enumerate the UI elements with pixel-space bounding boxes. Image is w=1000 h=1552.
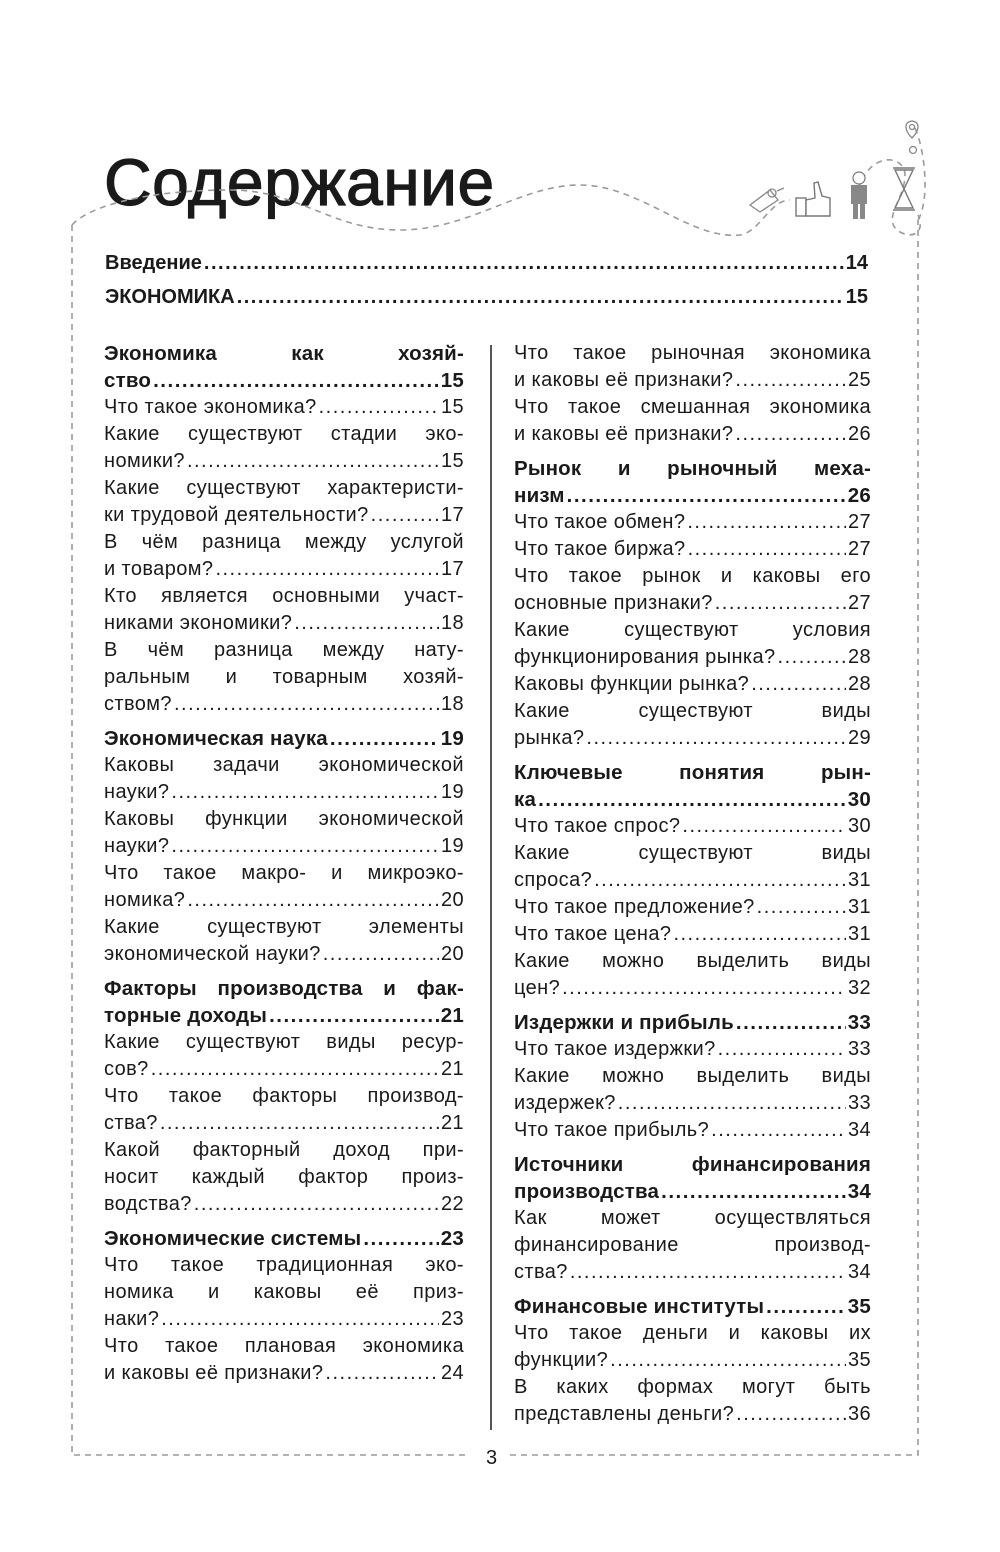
entry-title: Что такое цена? [514, 923, 672, 945]
entry-line: Какой факторный доход при- [104, 1139, 464, 1161]
entry-line [514, 975, 871, 1002]
entry-line: Ключевые понятия рын- [514, 761, 871, 784]
entry-title: торные доходы [104, 1004, 268, 1027]
entry-page: 20 [440, 943, 464, 965]
entry-title: цен? [514, 977, 561, 999]
toc-entry[interactable] [104, 421, 464, 475]
entry-title: сов? [104, 1058, 149, 1080]
entry-line [514, 867, 871, 894]
entry-line: Что такое факторы производ- [104, 1085, 464, 1107]
toc-section-heading[interactable] [514, 1151, 871, 1205]
entry-page: 21 [440, 1058, 464, 1080]
dot-leader [735, 367, 846, 394]
toc-entry[interactable] [514, 1036, 871, 1063]
entry-line [514, 367, 871, 394]
entry-page: 27 [847, 592, 871, 614]
entry-line [514, 590, 871, 617]
entry-title: функции? [514, 1349, 609, 1371]
entry-page: 34 [847, 1261, 871, 1283]
dot-leader [330, 725, 439, 752]
toc-entry[interactable] [514, 1374, 871, 1428]
toc-entry[interactable] [104, 1137, 464, 1218]
dot-leader [294, 610, 439, 637]
toc-entry[interactable] [514, 394, 871, 448]
entry-line [104, 502, 464, 529]
dot-leader [688, 536, 846, 563]
entry-page: 31 [847, 896, 871, 918]
entry-line [104, 394, 464, 421]
entry-title: Введение [105, 252, 202, 274]
entry-line [104, 1002, 464, 1029]
entry-title: ством? [104, 693, 172, 715]
dot-leader [757, 894, 846, 921]
entry-page: 34 [847, 1180, 871, 1203]
entry-title: производства [514, 1180, 660, 1203]
entry-line: Какие можно выделить виды [514, 950, 871, 972]
dot-leader [371, 502, 439, 529]
entry-page: 24 [440, 1362, 464, 1384]
toc-entry[interactable] [104, 583, 464, 637]
entry-line: Какие существуют виды [514, 842, 871, 864]
entry-line [514, 509, 871, 536]
toc-entry-economics[interactable] [105, 286, 868, 313]
dot-leader [187, 887, 439, 914]
entry-line: Какие существуют условия [514, 619, 871, 641]
dot-leader [194, 1191, 439, 1218]
entry-page: 23 [440, 1308, 464, 1330]
dot-leader [325, 1360, 439, 1387]
dot-leader [153, 367, 439, 394]
dot-leader [736, 1401, 846, 1428]
entry-line [104, 691, 464, 718]
entry-page: 15 [440, 450, 464, 472]
entry-title: Экономические системы [104, 1227, 362, 1250]
toc-entry[interactable] [514, 1320, 871, 1374]
entry-page: 15 [845, 286, 868, 308]
entry-title: Экономическая наука [104, 727, 328, 750]
dot-leader [171, 779, 439, 806]
toc-entry[interactable] [514, 894, 871, 921]
entry-line [104, 1225, 464, 1252]
entry-page: 33 [847, 1038, 871, 1060]
entry-page: 35 [847, 1295, 871, 1318]
entry-title: и каковы её признаки? [514, 369, 734, 391]
entry-line: Какие существуют элементы [104, 916, 464, 938]
entry-page: 17 [440, 504, 464, 526]
toc-entry[interactable] [514, 536, 871, 563]
entry-line [514, 421, 871, 448]
toc-entry[interactable] [104, 1029, 464, 1083]
dot-leader [538, 786, 846, 813]
entry-page: 34 [847, 1119, 871, 1141]
entry-line [514, 1347, 871, 1374]
dot-leader [673, 921, 846, 948]
entry-page: 20 [440, 889, 464, 911]
entry-page: 28 [847, 673, 871, 695]
dot-leader [715, 590, 846, 617]
entry-page: 21 [440, 1004, 464, 1027]
entry-title: и каковы её признаки? [514, 423, 734, 445]
entry-page: 22 [440, 1193, 464, 1215]
toc-entry[interactable] [514, 948, 871, 1002]
entry-title: Что такое экономика? [104, 396, 317, 418]
entry-line [104, 941, 464, 968]
dot-leader [735, 421, 846, 448]
entry-line [104, 610, 464, 637]
dot-leader [160, 1110, 439, 1137]
toc-entry[interactable] [104, 1083, 464, 1137]
entry-page: 18 [440, 612, 464, 634]
entry-line: Что такое рынок и каковы его [514, 565, 871, 587]
toc-entry[interactable] [514, 698, 871, 752]
toc-entry[interactable] [514, 921, 871, 948]
entry-line [104, 833, 464, 860]
entry-line: ральным и товарным хозяй- [104, 666, 464, 688]
entry-line: Какие можно выделить виды [514, 1065, 871, 1087]
entry-page: 15 [440, 396, 464, 418]
entry-page: 32 [847, 977, 871, 999]
toc-right-column [514, 340, 871, 1428]
hourglass-icon [893, 168, 915, 210]
dot-leader [682, 813, 846, 840]
entry-title: Что такое биржа? [514, 538, 686, 560]
dot-leader [736, 1009, 846, 1036]
dot-leader [174, 691, 439, 718]
entry-title: ка [514, 788, 537, 811]
entry-page: 25 [847, 369, 871, 391]
entry-line [514, 1178, 871, 1205]
toc-entry[interactable] [104, 914, 464, 968]
entry-line: Как может осуществляться [514, 1207, 871, 1229]
entry-title: низм [514, 484, 565, 507]
entry-line: Что такое смешанная экономика [514, 396, 871, 418]
dot-leader [711, 1117, 846, 1144]
entry-line [514, 536, 871, 563]
toc-section-heading[interactable] [514, 1009, 871, 1036]
entry-line [104, 725, 464, 752]
toc-entry[interactable] [104, 1333, 464, 1387]
entry-page: 26 [847, 484, 871, 507]
entry-line: номика и каковы её приз- [104, 1281, 464, 1303]
dot-leader [151, 1056, 439, 1083]
thumbs-up-icon [796, 182, 830, 216]
entry-title: и каковы её признаки? [104, 1362, 324, 1384]
toc-entry[interactable] [104, 806, 464, 860]
entry-line: Факторы производства и фак- [104, 977, 464, 1000]
dot-leader [237, 286, 844, 309]
entry-line [104, 1191, 464, 1218]
entry-title: ки трудовой деятельности? [104, 504, 369, 526]
entry-page: 19 [440, 727, 464, 750]
toc-entry[interactable] [514, 813, 871, 840]
entry-page: 27 [847, 511, 871, 533]
entry-title: никами экономики? [104, 612, 293, 634]
entry-line [514, 1293, 871, 1320]
entry-line: В чём разница между нату- [104, 639, 464, 661]
toc-entry[interactable] [514, 509, 871, 536]
dot-leader [567, 482, 846, 509]
entry-line [104, 1110, 464, 1137]
toc-entry[interactable] [104, 1252, 464, 1333]
entry-line [514, 482, 871, 509]
key-icon [750, 188, 784, 212]
dot-leader [323, 941, 439, 968]
dot-leader [718, 1036, 846, 1063]
entry-title: Что такое спрос? [514, 815, 681, 837]
entry-title: рынка? [514, 727, 585, 749]
entry-line [514, 644, 871, 671]
entry-line: Рынок и рыночный меха- [514, 457, 871, 480]
entry-title: спроса? [514, 869, 593, 891]
entry-page: 18 [440, 693, 464, 715]
entry-page: 17 [440, 558, 464, 580]
entry-line [514, 1036, 871, 1063]
entry-line: Какие существуют стадии эко- [104, 423, 464, 445]
entry-title: Что такое прибыль? [514, 1119, 710, 1141]
entry-line [104, 1360, 464, 1387]
entry-page: 30 [847, 815, 871, 837]
entry-line [104, 1056, 464, 1083]
entry-line: Каковы задачи экономической [104, 754, 464, 776]
dot-leader [778, 644, 846, 671]
toc-entry[interactable] [514, 1063, 871, 1117]
toc-section-heading[interactable] [104, 725, 464, 752]
toc-entry[interactable] [514, 1205, 871, 1286]
entry-line: Экономика как хозяй- [104, 342, 464, 365]
entry-line: Каковы функции экономической [104, 808, 464, 830]
entry-title: функционирования рынка? [514, 646, 776, 668]
entry-title: водства? [104, 1193, 192, 1215]
toc-entry[interactable] [104, 529, 464, 583]
entry-line [104, 887, 464, 914]
entry-title: номика? [104, 889, 186, 911]
entry-page: 31 [847, 869, 871, 891]
entry-line [514, 813, 871, 840]
entry-line: Что такое традиционная эко- [104, 1254, 464, 1276]
businessman-icon [851, 172, 867, 219]
entry-line [514, 1009, 871, 1036]
entry-title: наки? [104, 1308, 160, 1330]
entry-page: 33 [847, 1092, 871, 1114]
entry-title: экономической науки? [104, 943, 321, 965]
entry-page: 33 [847, 1011, 871, 1034]
dot-leader [269, 1002, 439, 1029]
dot-leader [363, 1225, 438, 1252]
toc-section-heading[interactable] [514, 455, 871, 509]
page-title: Содержание [104, 145, 495, 220]
toc-entry[interactable] [104, 637, 464, 718]
toc-entry[interactable] [104, 475, 464, 529]
dot-leader [687, 509, 846, 536]
entry-page: 23 [440, 1227, 464, 1250]
entry-line: В каких формах могут быть [514, 1376, 871, 1398]
entry-line [514, 725, 871, 752]
entry-line: Какие существуют виды [514, 700, 871, 722]
entry-page: 30 [847, 788, 871, 811]
entry-line [514, 671, 871, 698]
toc-left-column [104, 340, 464, 1387]
entry-line [514, 894, 871, 921]
entry-title: представлены деньги? [514, 1403, 735, 1425]
entry-title: основные признаки? [514, 592, 713, 614]
entry-line: носит каждый фактор произ- [104, 1166, 464, 1188]
entry-title: Издержки и прибыль [514, 1011, 734, 1034]
entry-page: 21 [440, 1112, 464, 1134]
entry-title: ства? [104, 1112, 158, 1134]
dot-leader [161, 1306, 439, 1333]
column-divider [490, 345, 492, 1430]
entry-title: ЭКОНОМИКА [105, 286, 235, 308]
toc-entry[interactable] [514, 1117, 871, 1144]
toc-entry[interactable] [104, 860, 464, 914]
toc-entry[interactable] [514, 340, 871, 394]
entry-page: 19 [440, 835, 464, 857]
entry-title: Что такое предложение? [514, 896, 755, 918]
toc-entry[interactable] [514, 563, 871, 617]
dot-leader [751, 671, 846, 698]
entry-line [514, 1401, 871, 1428]
entry-title: науки? [104, 835, 170, 857]
dot-leader [215, 556, 439, 583]
dot-leader [319, 394, 439, 421]
entry-title: издержек? [514, 1092, 616, 1114]
entry-line: Что такое макро- и микроэко- [104, 862, 464, 884]
entry-page: 31 [847, 923, 871, 945]
entry-title: Финансовые институты [514, 1295, 765, 1318]
toc-entry-introduction[interactable] [105, 252, 868, 279]
dot-leader [570, 1259, 846, 1286]
dot-leader [204, 252, 844, 275]
entry-line: Что такое деньги и каковы их [514, 1322, 871, 1344]
dot-leader [661, 1178, 846, 1205]
entry-page: 14 [845, 252, 868, 274]
toc-entry[interactable] [514, 617, 871, 671]
entry-line: Какие существуют виды ресур- [104, 1031, 464, 1053]
toc-entry[interactable] [104, 394, 464, 421]
entry-title: ства? [514, 1261, 568, 1283]
toc-entry[interactable] [104, 752, 464, 806]
dot-leader [187, 448, 439, 475]
entry-line [104, 367, 464, 394]
entry-line [514, 921, 871, 948]
location-pin-icon [906, 121, 918, 154]
entry-page: 35 [847, 1349, 871, 1371]
entry-line: Что такое плановая экономика [104, 1335, 464, 1357]
entry-line [514, 1090, 871, 1117]
toc-section-heading[interactable] [104, 1225, 464, 1252]
toc-section-heading[interactable] [104, 340, 464, 394]
entry-line [104, 556, 464, 583]
page-number: 3 [486, 1447, 498, 1469]
toc-entry[interactable] [514, 840, 871, 894]
entry-line [104, 1306, 464, 1333]
entry-line [514, 1259, 871, 1286]
entry-line: Кто является основными участ- [104, 585, 464, 607]
dot-leader [562, 975, 846, 1002]
entry-page: 19 [440, 781, 464, 803]
entry-line [514, 786, 871, 813]
dot-leader [594, 867, 846, 894]
entry-title: науки? [104, 781, 170, 803]
dot-leader [610, 1347, 846, 1374]
toc-section-heading[interactable] [104, 975, 464, 1029]
entry-title: и товаром? [104, 558, 214, 580]
dot-leader [586, 725, 846, 752]
dot-leader [618, 1090, 846, 1117]
entry-title: Что такое обмен? [514, 511, 686, 533]
entry-page: 15 [440, 369, 464, 392]
entry-page: 29 [847, 727, 871, 749]
dot-leader [171, 833, 439, 860]
entry-page: 27 [847, 538, 871, 560]
entry-line: Источники финансирования [514, 1153, 871, 1176]
entry-page: 28 [847, 646, 871, 668]
entry-line: финансирование производ- [514, 1234, 871, 1256]
toc-section-heading[interactable] [514, 1293, 871, 1320]
entry-line: В чём разница между услугой [104, 531, 464, 553]
toc-entry[interactable] [514, 671, 871, 698]
entry-line [514, 1117, 871, 1144]
entry-page: 36 [847, 1403, 871, 1425]
entry-line [104, 779, 464, 806]
entry-title: Каковы функции рынка? [514, 673, 750, 695]
entry-line: Что такое рыночная экономика [514, 342, 871, 364]
toc-section-heading[interactable] [514, 759, 871, 813]
entry-title: ство [104, 369, 152, 392]
entry-line: Какие существуют характеристи- [104, 477, 464, 499]
entry-title: Что такое издержки? [514, 1038, 716, 1060]
entry-title: номики? [104, 450, 185, 472]
entry-line [104, 448, 464, 475]
entry-page: 26 [847, 423, 871, 445]
dot-leader [766, 1293, 846, 1320]
